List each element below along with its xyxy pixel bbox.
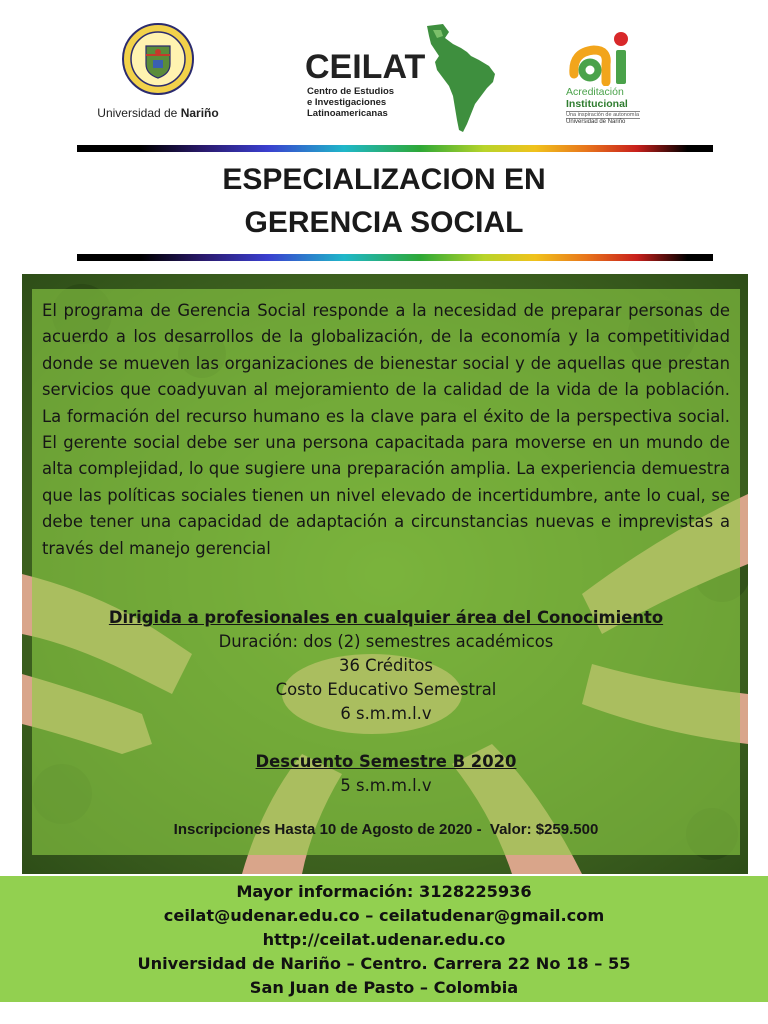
ceilat-title: CEILAT	[305, 48, 426, 86]
university-seal-icon	[121, 22, 195, 96]
cost-label: Costo Educativo Semestral	[275, 680, 497, 699]
page-title-line-1: ESPECIALIZACION EN	[222, 163, 546, 196]
target-audience: Dirigida a profesionales en cualquier área del Conocimiento	[108, 608, 664, 627]
page-title-line-2: GERENCIA SOCIAL	[244, 206, 524, 239]
cost-value: 6 s.m.m.l.v	[340, 704, 432, 723]
program-description: El programa de Gerencia Social responde a la necesidad de preparar personas de acuerdo a los desarrollos de la globalización, de la economía y la competitividad donde se mueven las organizaciones de bienestar social y de aquellas que prestan servicios que coadyuvan al mejoramiento de la calidad de la vida de la población. La formación del recurso humano es la clave para el éxito de la perspectiva social. El gerente social debe ser una persona capacitada para moverse en un mundo de alta complejidad, lo que sugiere una preparación amplia. La experiencia demuestra que las políticas sociales tienen un nivel elevado de incertidumbre, ante lo cual, se debe tener una capacidad de adaptación a circunstancias nuevas e imprevistas a través del manejo gerencial	[42, 301, 730, 558]
ai-logo-icon	[568, 30, 638, 86]
acreditacion-slogan: Una inspiración de autonomía	[566, 112, 640, 118]
institucional-text: Institucional	[566, 98, 628, 110]
contact-website-link[interactable]: http://ceilat.udenar.edu.co	[262, 930, 506, 949]
contact-city: San Juan de Pasto – Colombia	[249, 978, 519, 997]
acreditacion-text: Acreditación	[566, 86, 624, 98]
acreditacion-logo	[566, 30, 640, 126]
registration-info: Inscripciones Hasta 10 de Agosto de 2020 - Valor: $259.500	[173, 821, 599, 838]
discount-value: 5 s.m.m.l.v	[340, 776, 432, 795]
rainbow-divider-top	[77, 145, 713, 152]
discount-label: Descuento Semestre B 2020	[255, 752, 517, 771]
acreditacion-university: Universidad de Nariño	[566, 119, 626, 125]
ceilat-subtitle: Centro de Estudios e Investigaciones Latinoamericanas	[307, 86, 395, 119]
ceilat-logo	[303, 20, 498, 135]
latin-america-map-icon	[423, 22, 498, 134]
contact-address: Universidad de Nariño – Centro. Carrera 22 No 18 – 55	[137, 954, 631, 973]
universidad-narino-logo	[88, 22, 228, 127]
university-name: Universidad de Nariño	[97, 106, 219, 120]
contact-phone: Mayor información: 3128225936	[236, 882, 532, 901]
duration: Duración: dos (2) semestres académicos	[218, 632, 554, 651]
contact-emails[interactable]: ceilat@udenar.edu.co – ceilatudenar@gmail.com	[163, 906, 605, 925]
credits: 36 Créditos	[339, 656, 433, 675]
rainbow-divider-bottom	[77, 254, 713, 261]
